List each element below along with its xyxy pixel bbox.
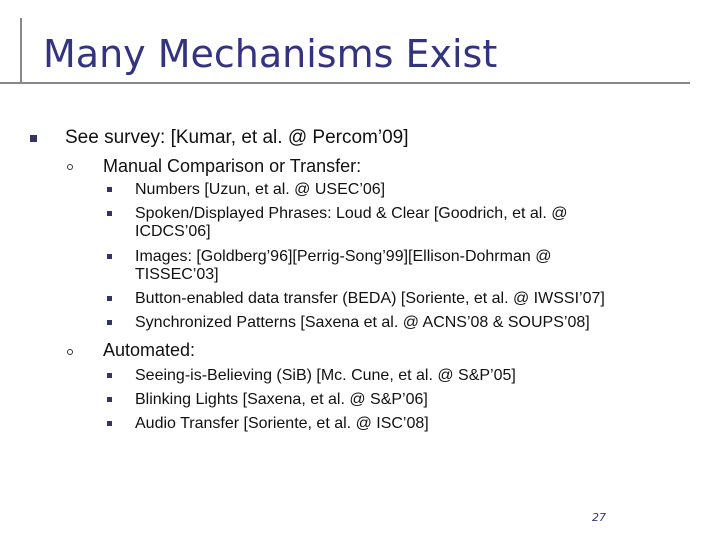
manual-item-continuation: ICDCS’06]	[135, 223, 211, 240]
page-number: 27	[592, 511, 606, 524]
manual-item: Spoken/Displayed Phrases: Loud & Clear [Goodrich, et al. @	[135, 205, 568, 222]
automated-item: Audio Transfer [Soriente, et al. @ ISC’08]	[135, 415, 429, 432]
slide-title: Many Mechanisms Exist	[43, 32, 498, 76]
automated-item: Blinking Lights [Saxena, et al. @ S&P’06]	[135, 391, 428, 408]
square-bullet-icon	[107, 373, 112, 378]
square-bullet-icon	[107, 421, 112, 426]
manual-bullet: Manual Comparison or Transfer:	[103, 156, 362, 176]
title-underline	[0, 82, 690, 84]
manual-item: Numbers [Uzun, et al. @ USEC’06]	[135, 181, 386, 198]
manual-item: Button-enabled data transfer (BEDA) [Soriente, et al. @ IWSSI’07]	[135, 290, 605, 307]
title-vertical-rule	[20, 18, 22, 84]
square-bullet-icon	[107, 320, 112, 325]
square-bullet-icon	[107, 397, 112, 402]
manual-item: Images: [Goldberg’96][Perrig-Song’99][Ellison-Dohrman @	[135, 248, 552, 265]
manual-item: Synchronized Patterns [Saxena et al. @ ACNS’08 & SOUPS’08]	[135, 314, 590, 331]
automated-bullet: Automated:	[103, 340, 196, 360]
square-bullet-icon	[107, 296, 112, 301]
square-bullet-icon	[107, 254, 112, 259]
circle-bullet-icon	[67, 349, 73, 355]
automated-item: Seeing-is-Believing (SiB) [Mc. Cune, et al. @ S&P’05]	[135, 367, 516, 384]
square-bullet-icon	[30, 135, 37, 142]
survey-bullet: See survey: [Kumar, et al. @ Percom’09]	[65, 127, 409, 148]
circle-bullet-icon	[67, 164, 73, 170]
square-bullet-icon	[107, 187, 112, 192]
square-bullet-icon	[107, 211, 112, 216]
manual-item-continuation: TISSEC’03]	[135, 266, 219, 283]
